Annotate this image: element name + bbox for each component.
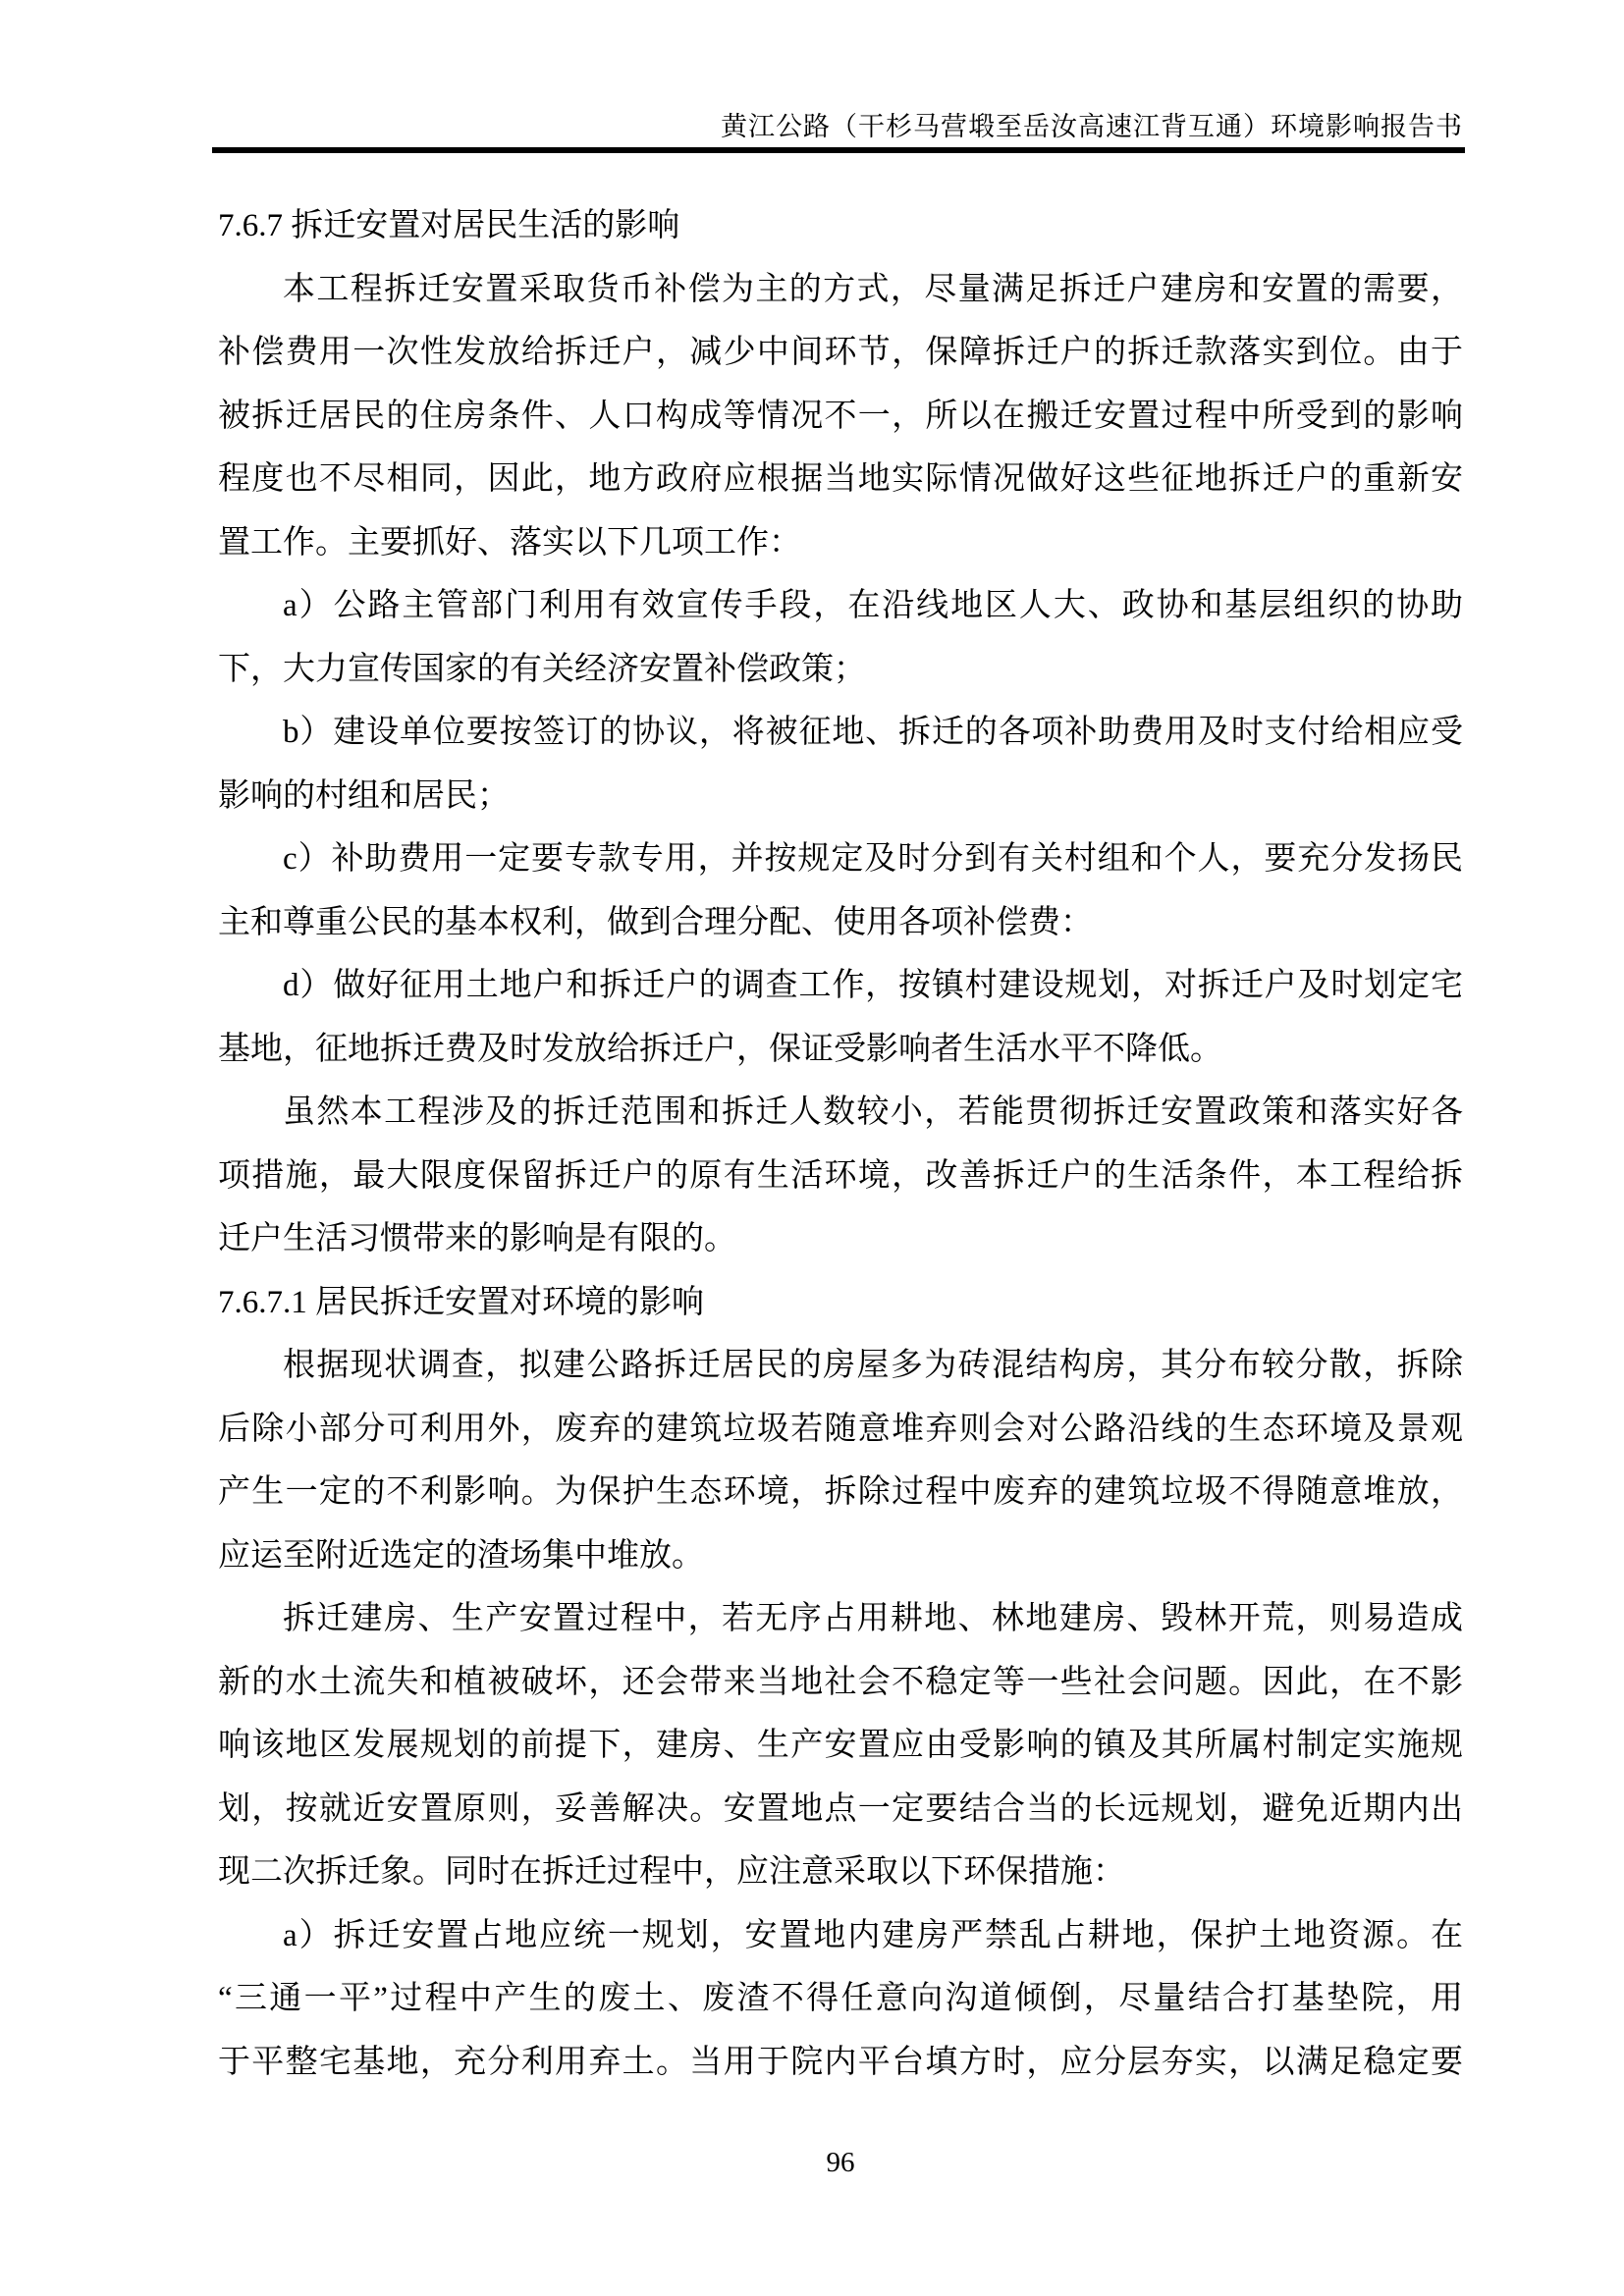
text-line: 影响的村组和居民； (218, 777, 510, 814)
text-line: 现二次拆迁象。同时在拆迁过程中，应注意采取以下环保措施： (218, 1854, 1125, 1890)
header-rule (212, 147, 1465, 153)
paragraph (218, 828, 1463, 954)
text-line: 置工作。主要抓好、落实以下几项工作： (218, 524, 801, 561)
text-line: 补偿费用一次性发放给拆迁户，减少中间环节，保障拆迁户的拆迁款落实到位。由于 (218, 335, 1463, 370)
section-heading: 7.6.7.1 居民拆迁安置对环境的影响 (218, 1284, 704, 1320)
text-line: 下，大力宣传国家的有关经济安置补偿政策； (218, 651, 866, 687)
paragraph (218, 1081, 1463, 1271)
text-line: a）拆迁安置占地应统一规划，安置地内建房严禁乱占耕地，保护土地资源。在 (283, 1917, 1463, 1953)
section-heading: 7.6.7 拆迁安置对居民生活的影响 (218, 208, 680, 243)
report-title: 黄江公路（干杉马营塅至岳汝高速江背互通）环境影响报告书 (721, 112, 1463, 141)
text-line: 迁户生活习惯带来的影响是有限的。 (218, 1221, 736, 1256)
paragraph (218, 1587, 1463, 1904)
text-line: c）补助费用一定要专款专用，并按规定及时分到有关村组和个人，要充分发扬民 (283, 841, 1463, 877)
text-line: 产生一定的不利影响。为保护生态环境，拆除过程中废弃的建筑垃圾不得随意堆放， (218, 1474, 1463, 1510)
text-line: 本工程拆迁安置采取货币补偿为主的方式，尽量满足拆迁户建房和安置的需要， (283, 271, 1463, 307)
text-line: 被拆迁居民的住房条件、人口构成等情况不一，所以在搬迁安置过程中所受到的影响 (218, 398, 1463, 434)
paragraph (218, 954, 1463, 1081)
text-line: 后除小部分可利用外，废弃的建筑垃圾若随意堆弃则会对公路沿线的生态环境及景观 (218, 1411, 1463, 1447)
text-line: 程度也不尽相同，因此，地方政府应根据当地实际情况做好这些征地拆迁户的重新安 (218, 461, 1463, 497)
page-footer (218, 2145, 1463, 2180)
text-line: 划，按就近安置原则，妥善解决。安置地点一定要结合当的长远规划，避免近期内出 (218, 1790, 1463, 1827)
text-line: a）公路主管部门利用有效宣传手段，在沿线地区人大、政协和基层组织的协助 (283, 588, 1463, 623)
text-line: d）做好征用土地户和拆迁户的调查工作，按镇村建设规划，对拆迁户及时划定宅 (283, 968, 1463, 1003)
text-line: 应运至附近选定的渣场集中堆放。 (218, 1537, 704, 1574)
paragraph (218, 1334, 1463, 1587)
paragraph (218, 574, 1463, 701)
document-body (218, 194, 1463, 2094)
text-line: 基地，征地拆迁费及时发放给拆迁户，保证受影响者生活水平不降低。 (218, 1031, 1222, 1067)
text-line: 新的水土流失和植被破坏，还会带来当地社会不稳定等一些社会问题。因此，在不影 (218, 1664, 1463, 1700)
text-line: b）建设单位要按签订的协议，将被征地、拆迁的各项补助费用及时支付给相应受 (283, 715, 1463, 750)
page-number: 96 (826, 2147, 855, 2178)
text-line: 虽然本工程涉及的拆迁范围和拆迁人数较小，若能贯彻拆迁安置政策和落实好各 (283, 1095, 1463, 1130)
text-line: 于平整宅基地，充分利用弃土。当用于院内平台填方时，应分层夯实，以满足稳定要 (218, 2044, 1463, 2080)
text-line: 根据现状调查，拟建公路拆迁居民的房屋多为砖混结构房，其分布较分散，拆除 (283, 1348, 1463, 1383)
paragraph (218, 1904, 1463, 2095)
text-line: 响该地区发展规划的前提下，建房、生产安置应由受影响的镇及其所属村制定实施规 (218, 1728, 1463, 1763)
paragraph (218, 258, 1463, 575)
text-line: 项措施，最大限度保留拆迁户的原有生活环境，改善拆迁户的生活条件，本工程给拆 (218, 1157, 1463, 1194)
text-line: 拆迁建房、生产安置过程中，若无序占用耕地、林地建房、毁林开荒，则易造成 (283, 1601, 1463, 1636)
text-line: “三通一平”过程中产生的废土、废渣不得任意向沟道倾倒，尽量结合打基垫院，用 (218, 1981, 1463, 2016)
text-line: 主和尊重公民的基本权利，做到合理分配、使用各项补偿费： (218, 904, 1093, 940)
paragraph (218, 701, 1463, 828)
